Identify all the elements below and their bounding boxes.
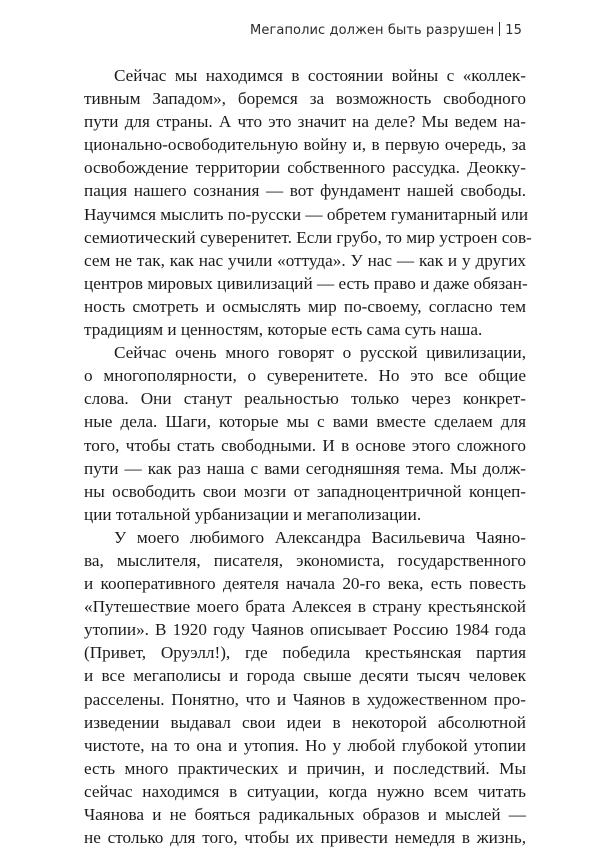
text-line: Чаянова и не бояться радикальных образов и мыслей — <box>84 805 526 824</box>
text-line: тивным Западом», боремся за возможность свободного <box>84 89 526 109</box>
body-text <box>84 64 532 849</box>
text-line: слова. Они станут реальностью только через конкрет- <box>84 389 526 409</box>
header-divider <box>499 22 500 36</box>
text-line: Сейчас очень много говорят о русской цивилизации, <box>114 343 526 363</box>
text-line: изведении выдавал свои идеи в некоторой абсолютной <box>84 712 526 732</box>
paragraph <box>84 64 532 341</box>
text-line: ционально-освободительную войну и, в первую очередь, за <box>84 135 526 155</box>
paragraph <box>84 341 526 526</box>
text-line: пация нашего сознания — вот фундамент нашей свободы. <box>84 181 526 201</box>
text-line: и кооперативного деятеля начала 20-го века, есть повесть <box>84 574 526 594</box>
running-header <box>250 22 522 38</box>
text-line: ва, мыслителя, писателя, экономиста, государственного <box>84 550 526 570</box>
text-line: освобождение территории собственного рассудка. Деокку- <box>84 158 526 178</box>
text-line: о многополярности, о суверенитете. Но это все общие <box>84 366 526 386</box>
text-line: сейчас находимся в ситуации, когда нужно всем читать <box>84 781 526 801</box>
text-line: У моего любимого Александра Васильевича Чаяно- <box>114 527 526 547</box>
text-line: чистоте, на то она и утопия. Но у любой глубокой утопии <box>84 735 526 755</box>
text-line: традициям и ценностям, которые есть сама суть наша. <box>84 320 483 340</box>
text-line: сем не так, как нас учили «оттуда». У нас — как и у других <box>84 250 526 270</box>
text-line: того, чтобы стать свободными. И в основе этого сложного <box>84 435 526 455</box>
text-line: и все мегаполисы и города свыше десяти тысяч человек <box>84 666 526 686</box>
text-line: пути для страны. А что это значит на деле? Мы ведем на- <box>84 112 526 132</box>
text-line: семиотический суверенитет. Если грубо, то мир устроен сов- <box>84 227 532 247</box>
chapter-title: Мегаполис должен быть разрушен <box>250 23 495 38</box>
text-line: Научимся мыслить по-русски — обретем гуманитарный или <box>84 204 529 224</box>
text-line: утопии». В 1920 году Чаянов описывает Россию 1984 года <box>84 620 526 640</box>
page-number: 15 <box>505 23 522 38</box>
paragraph <box>84 526 526 849</box>
text-line: ции тотальной урбанизации и мегаполизации. <box>84 504 422 524</box>
text-line: ность смотреть и осмыслять мир по-своему, согласно тем <box>84 296 526 316</box>
text-line: «Путешествие моего брата Алексея в страну крестьянской <box>84 597 526 617</box>
text-line: есть много практических и причин, и последствий. Мы <box>84 758 526 778</box>
text-line: (Привет, Оруэлл!), где победила крестьянская партия <box>84 643 526 663</box>
text-line: ны освободить свои мозги от западноцентричной концеп- <box>84 481 526 501</box>
text-line: ные дела. Шаги, которые мы с вами вместе сделаем для <box>84 412 526 432</box>
text-line: не столько для того, чтобы их привести немедля в жизнь, <box>84 828 526 848</box>
text-line: центров мировых цивилизаций — есть право и даже обязан- <box>84 273 528 293</box>
text-line: Сейчас мы находимся в состоянии войны с «коллек- <box>114 66 526 85</box>
text-line: расселены. Понятно, что и Чаянов в художественном про- <box>84 689 526 709</box>
text-line: пути — как раз наша с вами сегодняшняя тема. Мы долж- <box>84 458 526 478</box>
